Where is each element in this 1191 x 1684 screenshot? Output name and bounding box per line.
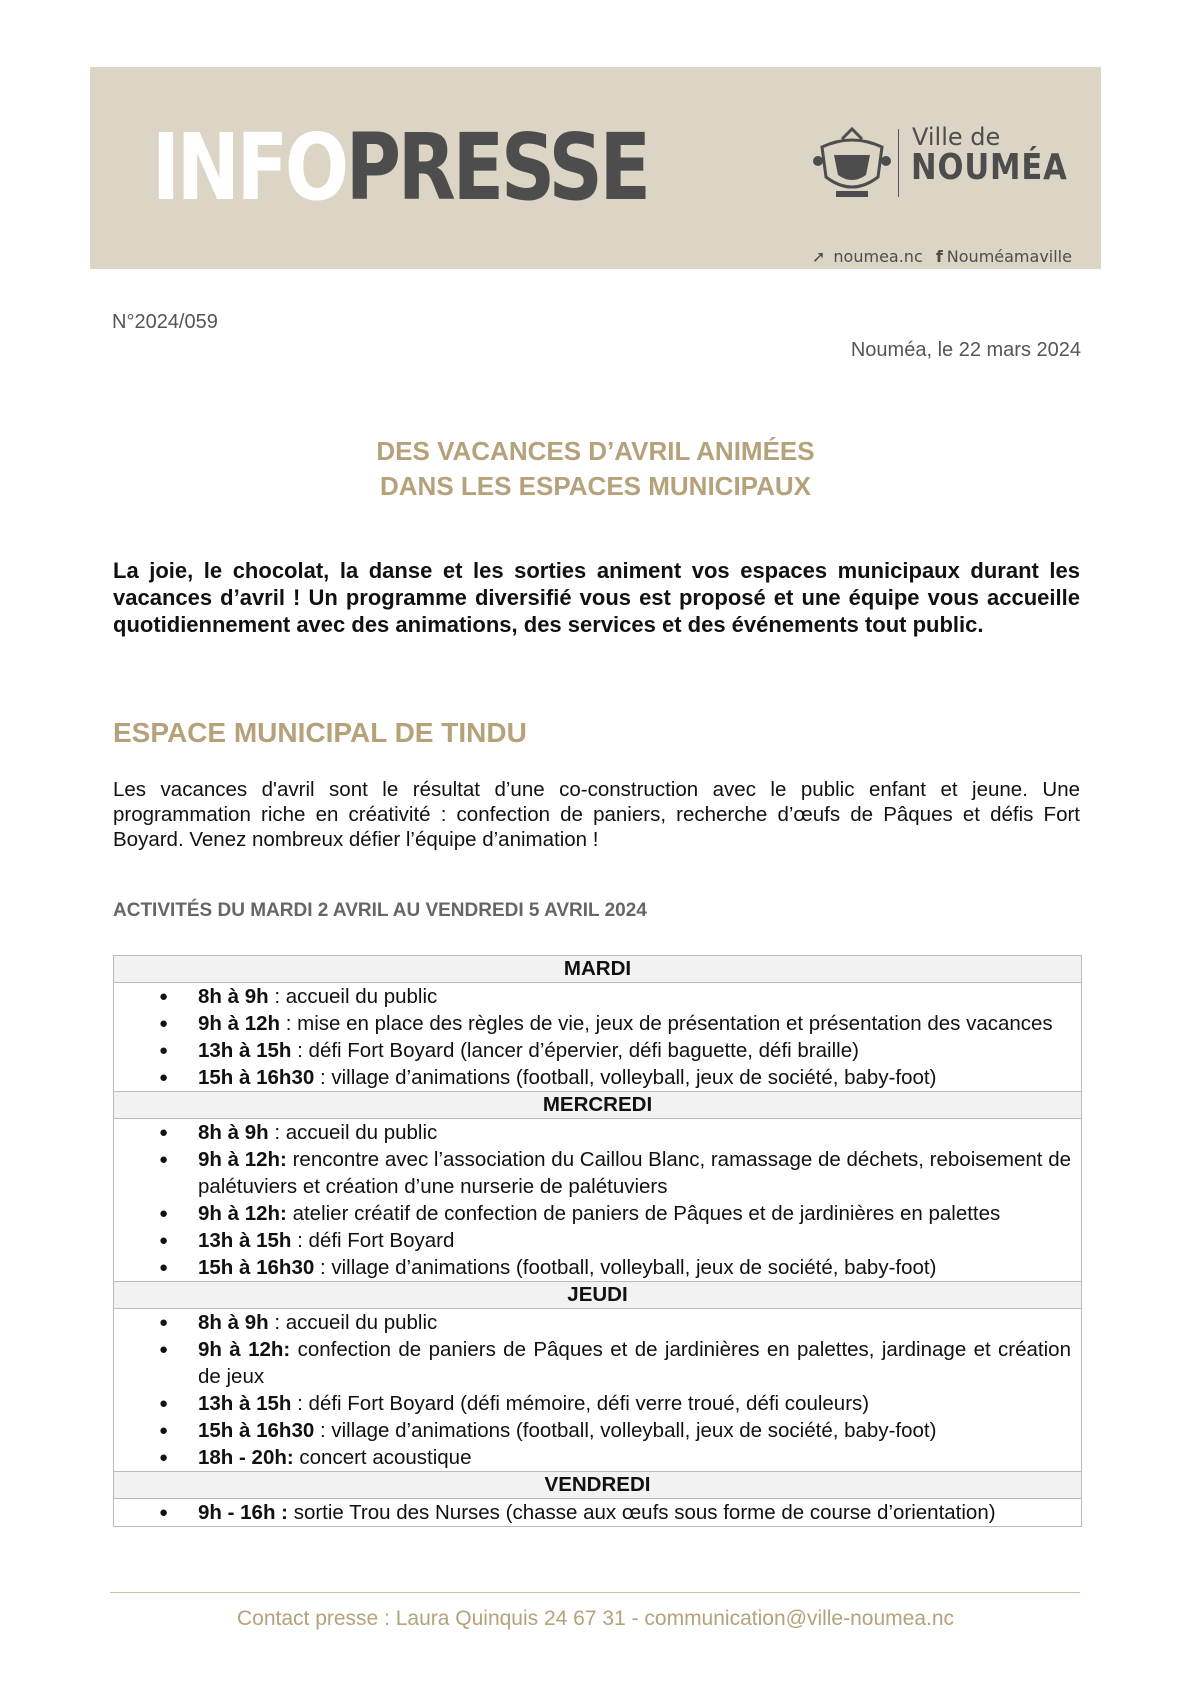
activity-time: 15h à 16h30 bbox=[198, 1256, 315, 1279]
activity-list bbox=[114, 1499, 1081, 1526]
activity-description: : défi Fort Boyard bbox=[291, 1229, 455, 1252]
logo-separator bbox=[898, 129, 899, 197]
activity-list bbox=[114, 983, 1081, 1091]
activity-item bbox=[198, 1444, 1071, 1471]
day-body-row bbox=[114, 1119, 1082, 1282]
activity-list bbox=[114, 1309, 1081, 1471]
activity-time: 9h - 16h : bbox=[198, 1501, 288, 1524]
activity-item bbox=[198, 1064, 1071, 1091]
activity-list bbox=[114, 1119, 1081, 1281]
activity-description: : village d’animations (football, volleyball, jeux de société, baby-foot) bbox=[314, 1066, 937, 1089]
day-header: MERCREDI bbox=[114, 1092, 1082, 1119]
activity-description: : accueil du public bbox=[268, 985, 438, 1008]
day-header-row bbox=[114, 1472, 1082, 1499]
web-link: noumea.nc bbox=[833, 247, 923, 266]
activity-item bbox=[198, 1010, 1071, 1037]
info-presse-logo bbox=[152, 113, 648, 223]
logo-info-text: INFO bbox=[152, 114, 346, 221]
activity-description: : défi Fort Boyard (lancer d’épervier, défi baguette, défi braille) bbox=[291, 1039, 859, 1062]
activity-time: 13h à 15h bbox=[198, 1392, 292, 1415]
activity-time: 8h à 9h bbox=[198, 1121, 269, 1144]
day-activities bbox=[114, 1119, 1082, 1282]
city-prefix: Ville de bbox=[912, 123, 1001, 151]
city-links bbox=[812, 247, 1080, 266]
activity-item bbox=[198, 1254, 1071, 1281]
day-header: VENDREDI bbox=[114, 1472, 1082, 1499]
day-header: MARDI bbox=[114, 956, 1082, 983]
activity-description: confection de paniers de Pâques et de jardinières en palettes, jardinage et création de jeux bbox=[198, 1338, 1071, 1388]
logo-presse-text: PRESSE bbox=[345, 114, 648, 221]
press-reference: N°2024/059 bbox=[112, 311, 218, 333]
page-title bbox=[0, 434, 1191, 504]
footer-divider bbox=[110, 1592, 1080, 1593]
activity-description: rencontre avec l’association du Caillou Blanc, ramassage de déchets, reboisement de palétuviers et création d’une nurserie de palétuviers bbox=[198, 1148, 1071, 1198]
activity-time: 13h à 15h bbox=[198, 1039, 292, 1062]
activity-time: 9h à 12h: bbox=[198, 1148, 287, 1171]
activity-time: 18h - 20h: bbox=[198, 1446, 294, 1469]
activity-item bbox=[198, 1119, 1071, 1146]
activity-description: concert acoustique bbox=[293, 1446, 472, 1469]
activity-item bbox=[198, 1227, 1071, 1254]
activity-time: 9h à 12h: bbox=[198, 1202, 287, 1225]
web-arrow-icon: ➚ bbox=[812, 247, 826, 266]
day-header: JEUDI bbox=[114, 1282, 1082, 1309]
activity-time: 15h à 16h30 bbox=[198, 1419, 315, 1442]
day-header-row bbox=[114, 1092, 1082, 1119]
activity-time: 15h à 16h30 bbox=[198, 1066, 315, 1089]
noumea-crest-icon bbox=[812, 125, 892, 205]
day-header-row bbox=[114, 956, 1082, 983]
day-activities bbox=[114, 1309, 1082, 1472]
schedule-table bbox=[113, 955, 1082, 1527]
activity-description: : village d’animations (football, volleyball, jeux de société, baby-foot) bbox=[314, 1419, 937, 1442]
activity-item bbox=[198, 983, 1071, 1010]
activity-item bbox=[198, 1499, 1071, 1526]
day-activities bbox=[114, 1499, 1082, 1527]
activities-heading: ACTIVITÉS DU MARDI 2 AVRIL AU VENDREDI 5 AVRIL 2024 bbox=[113, 900, 647, 921]
activity-description: : accueil du public bbox=[268, 1311, 438, 1334]
activity-item bbox=[198, 1390, 1071, 1417]
press-contact: Contact presse : Laura Quinquis 24 67 31 - communication@ville-noumea.nc bbox=[236, 1607, 955, 1630]
section-heading: ESPACE MUNICIPAL DE TINDU bbox=[113, 717, 527, 748]
activity-time: 9h à 12h bbox=[198, 1012, 281, 1035]
activity-description: : mise en place des règles de vie, jeux de présentation et présentation des vacances bbox=[280, 1012, 1053, 1035]
day-header-row bbox=[114, 1282, 1082, 1309]
title-line-2: DANS LES ESPACES MUNICIPAUX bbox=[380, 471, 811, 501]
activity-time: 8h à 9h bbox=[198, 985, 269, 1008]
city-logo bbox=[812, 123, 1072, 266]
section-intro: Les vacances d'avril sont le résultat d’une co-construction avec le public enfant et jeune. Une programmation riche en créativité : confection de paniers, recherche d’œufs de Pâques et défis Fort Boyard. Venez nombreux défier l’équipe d’animation ! bbox=[113, 778, 1080, 851]
day-body-row bbox=[114, 1499, 1082, 1527]
social-link: Nouméamaville bbox=[946, 247, 1072, 266]
lead-paragraph: La joie, le chocolat, la danse et les sorties animent vos espaces municipaux durant les vacances d’avril ! Un programme diversifié vous est proposé et une équipe vous accueille quotidiennement avec des animations, des services et des événements tout public. bbox=[113, 558, 1080, 637]
activity-item bbox=[198, 1146, 1071, 1200]
activity-item bbox=[198, 1336, 1071, 1390]
activity-item bbox=[198, 1309, 1071, 1336]
day-body-row bbox=[114, 983, 1082, 1092]
activity-time: 13h à 15h bbox=[198, 1229, 292, 1252]
activity-description: sortie Trou des Nurses (chasse aux œufs sous forme de course d’orientation) bbox=[288, 1501, 996, 1524]
activity-time: 8h à 9h bbox=[198, 1311, 269, 1334]
city-name: NOUMÉA bbox=[911, 147, 1068, 188]
activity-description: : accueil du public bbox=[268, 1121, 438, 1144]
facebook-icon: f bbox=[935, 247, 943, 266]
activity-description: atelier créatif de confection de paniers de Pâques et de jardinières en palettes bbox=[286, 1202, 1001, 1225]
activity-time: 9h à 12h: bbox=[198, 1338, 291, 1361]
activity-description: : village d’animations (football, volleyball, jeux de société, baby-foot) bbox=[314, 1256, 937, 1279]
activity-item bbox=[198, 1037, 1071, 1064]
day-body-row bbox=[114, 1309, 1082, 1472]
activity-item bbox=[198, 1200, 1071, 1227]
title-line-1: DES VACANCES D’AVRIL ANIMÉES bbox=[376, 436, 815, 466]
header-banner bbox=[90, 67, 1101, 269]
press-date: Nouméa, le 22 mars 2024 bbox=[850, 339, 1081, 361]
activity-description: : défi Fort Boyard (défi mémoire, défi verre troué, défi couleurs) bbox=[291, 1392, 870, 1415]
day-activities bbox=[114, 983, 1082, 1092]
activity-item bbox=[198, 1417, 1071, 1444]
